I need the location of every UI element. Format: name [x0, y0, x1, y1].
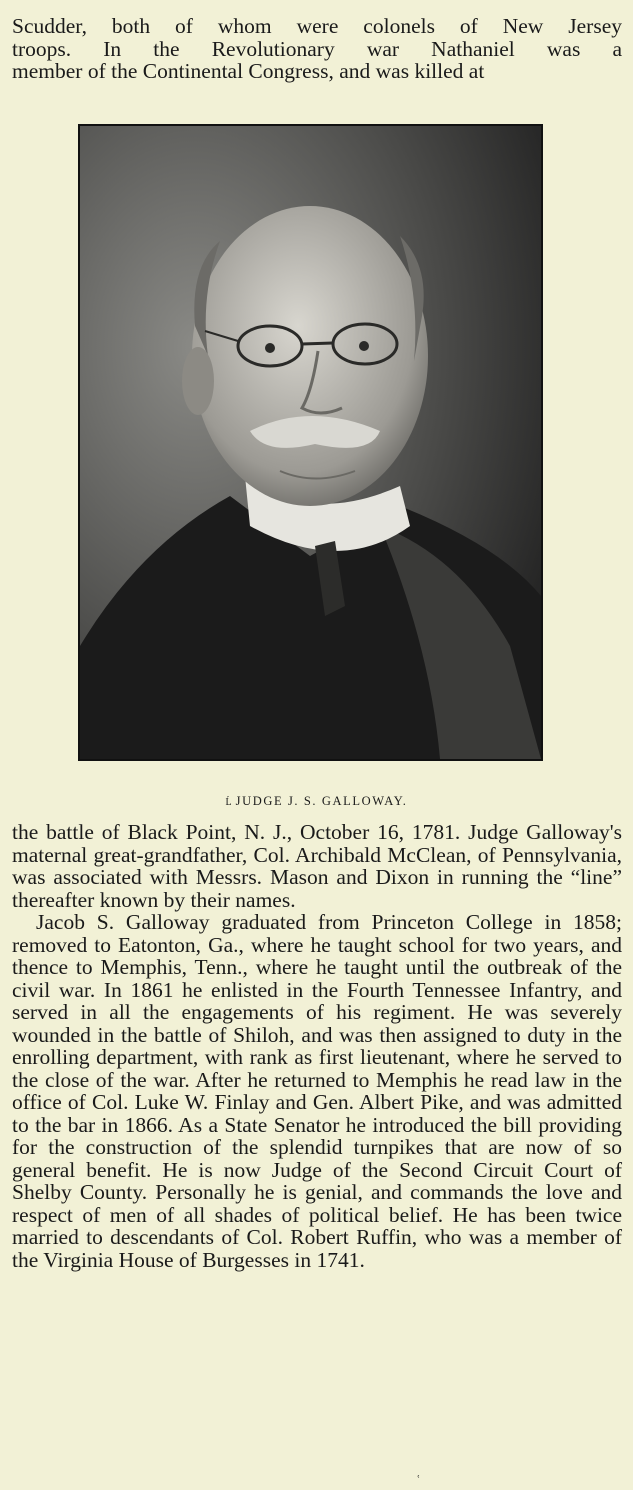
- intro-line: Scudder, both of whom were colonels of New Jersey: [12, 14, 622, 38]
- portrait-image: [80, 126, 541, 759]
- paragraph-2: Jacob S. Galloway graduated from Princeton College in 1858; removed to Eatonton, Ga., where he taught school for two years, and thence to Memphis, Tenn., where he taught until the outbreak of the civil war. In 1861 he enlisted in the Fourth Tennessee Infantry, and served in all the engagements of his regiment. He was severely wounded in the battle of Shiloh, and was then assigned to duty in the enrolling department, with rank as first lieutenant, where he served to the close of the war. After he returned to Memphis he read law in the office of Col. Luke W. Finlay and Gen. Albert Pike, and was admitted to the bar in 1866. As a State Senator he introduced the bill providing for the construction of the splendid turnpikes that are now of so general benefit. He is now Judge of the Second Circuit Court of Shelby County. Personally he is genial, and commands the love and respect of men of all shades of political belief. He has been twice married to descendants of Col. Robert Ruffin, who was a member of the Virginia House of Burgesses in 1741.: [12, 910, 622, 1272]
- caption-mark: Ĺ: [225, 797, 232, 808]
- portrait-photo: [78, 124, 543, 761]
- intro-line: troops. In the Revolutionary war Nathaniel was a: [12, 36, 622, 61]
- intro-text: [12, 15, 622, 83]
- body-text: [12, 821, 622, 1271]
- intro-line: member of the Continental Congress, and was killed at: [12, 59, 485, 83]
- caption-text: JUDGE J. S. GALLOWAY.: [235, 794, 408, 808]
- paragraph-1: the battle of Black Point, N. J., October 16, 1781. Judge Galloway's maternal great-grandfather, Col. Archibald McClean, of Pennsylvania, was associated with Messrs. Mason and Dixon in running the “line” thereafter known by their names.: [12, 820, 622, 912]
- photo-caption: [0, 794, 633, 809]
- page-mark: ʿ: [416, 1474, 421, 1489]
